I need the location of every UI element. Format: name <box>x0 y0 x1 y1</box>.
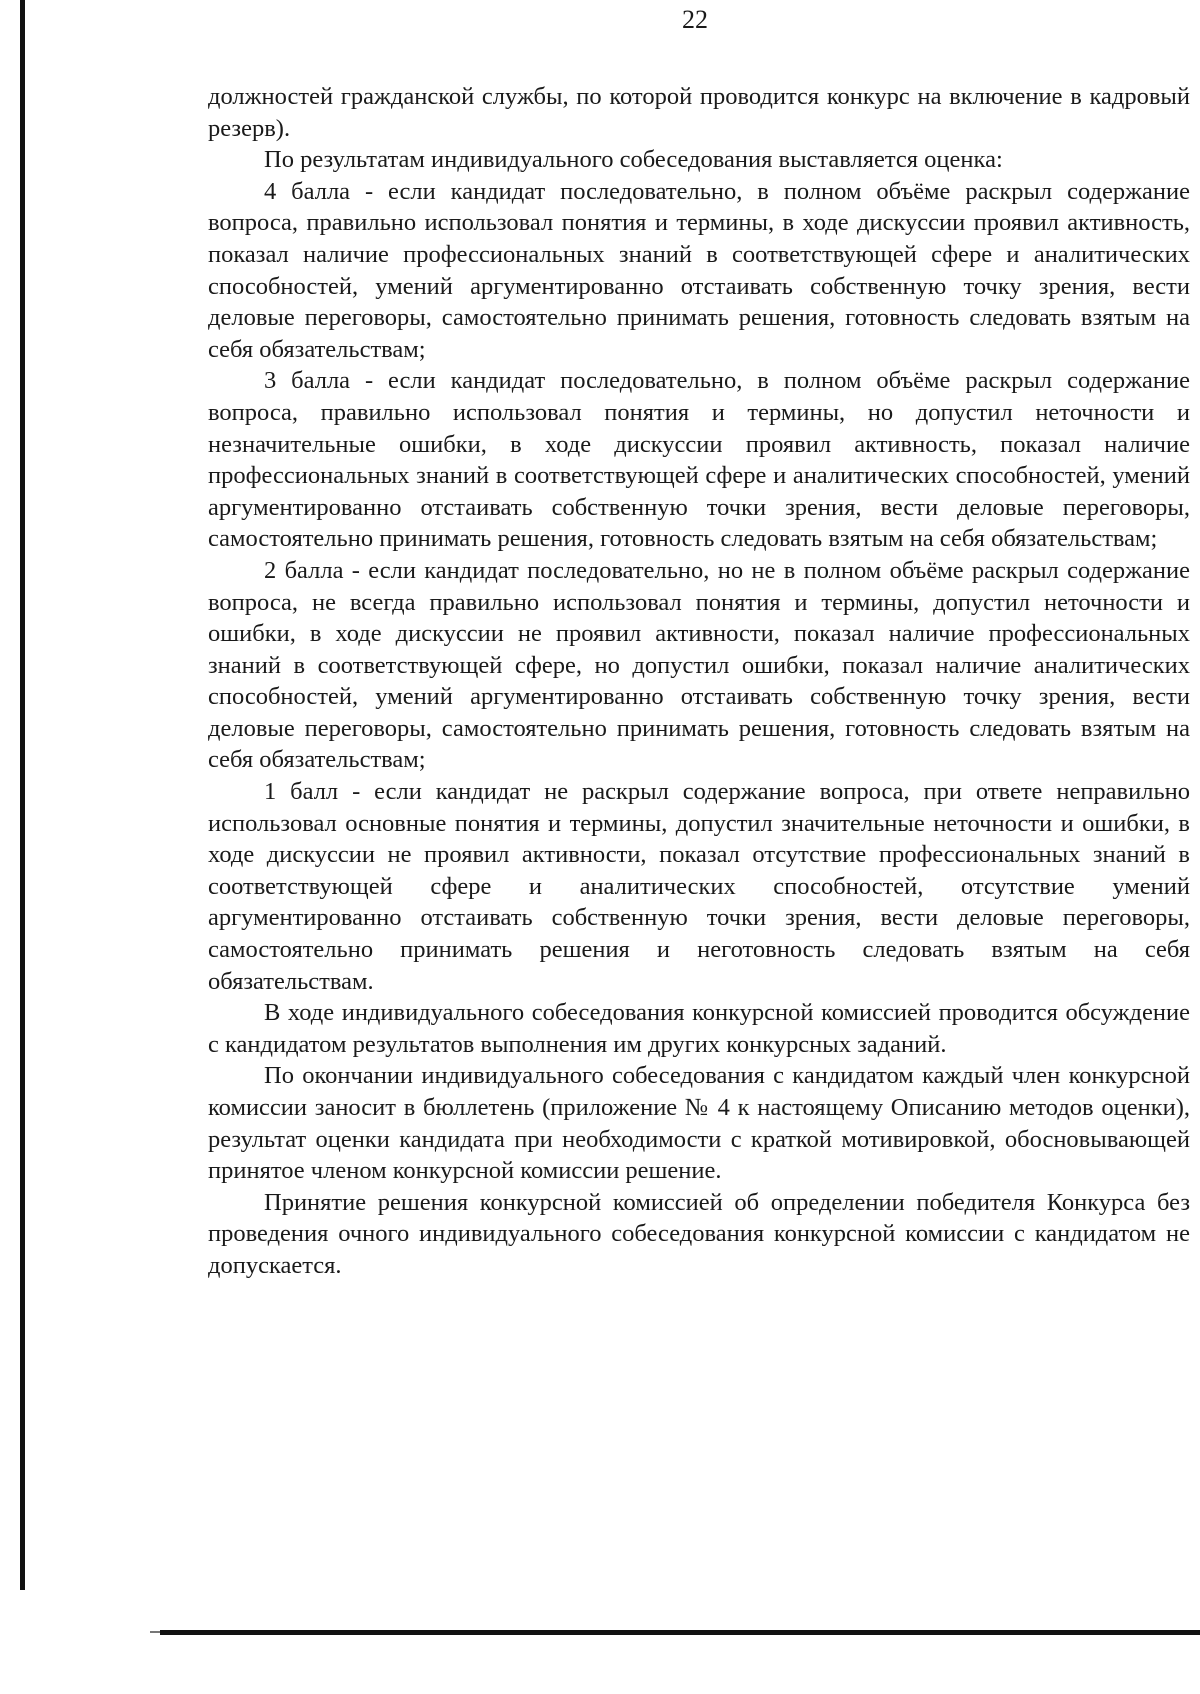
paragraph-score-2: 2 балла - если кандидат последовательно, но не в полном объёме раскрыл содержание вопроса, не всегда правильно использовал понятия и термины, допустил неточности и ошибки, в ходе дискуссии не проявил активности, показал наличие профессиональных знаний в соответствующей сфере, но допустил ошибки, показал наличие аналитических способностей, умений аргументированно отстаивать собственную точку зрения, вести деловые переговоры, самостоятельно принимать решения, готовность следовать взятым на себя обязательствам; <box>208 556 1190 774</box>
scan-left-edge <box>20 0 25 1590</box>
document-body <box>208 81 1190 1282</box>
scan-bottom-line <box>160 1630 1200 1635</box>
paragraph-assessment-intro: По результатам индивидуального собеседования выставляется оценка: <box>264 146 1003 174</box>
paragraph-decision: Принятие решения конкурсной комиссией об определении победителя Конкурса без проведения очного индивидуального собеседования конкурсной комиссии с кандидатом не допускается. <box>208 1188 1190 1279</box>
paragraph-score-4: 4 балла - если кандидат последовательно, в полном объёме раскрыл содержание вопроса, правильно использовал понятия и термины, в ходе дискуссии проявил активность, показал наличие профессиональных знаний в соответствующей сфере и аналитических способностей, умений аргументированно отстаивать собственную точку зрения, вести деловые переговоры, самостоятельно принимать решения, готовность следовать взятым на себя обязательствам; <box>208 177 1190 363</box>
paragraph-discussion: В ходе индивидуального собеседования конкурсной комиссией проводится обсуждение с кандидатом результатов выполнения им других конкурсных заданий. <box>208 999 1190 1058</box>
paragraph-score-1: 1 балл - если кандидат не раскрыл содержание вопроса, при ответе неправильно использовал основные понятия и термины, допустил значительные неточности и ошибки, в ходе дискуссии не проявил активности, показал отсутствие профессиональных знаний в соответствующей сфере и аналитических способностей, отсутствие умений аргументированно отстаивать собственную точки зрения, вести деловые переговоры, самостоятельно принимать решения и неготовность следовать взятым на себя обязательствам. <box>208 778 1190 995</box>
paragraph-ballot: По окончании индивидуального собеседования с кандидатом каждый член конкурсной комиссии заносит в бюллетень (приложение № 4 к настоящему Описанию методов оценки), результат оценки кандидата при необходимости с краткой мотивировкой, обосновывающей принятое членом конкурсной комиссии решение. <box>208 1062 1190 1185</box>
paragraph-continuation: должностей гражданской службы, по которой проводится конкурс на включение в кадровый резерв). <box>208 83 1190 142</box>
page-number: 22 <box>682 5 708 34</box>
paragraph-score-3: 3 балла - если кандидат последовательно, в полном объёме раскрыл содержание вопроса, правильно использовал понятия и термины, но допустил неточности и незначительные ошибки, в ходе дискуссии проявил активность, показал наличие профессиональных знаний в соответствующей сфере и аналитических способностей, умений аргументированно отстаивать собственную точки зрения, вести деловые переговоры, самостоятельно принимать решения, готовность следовать взятым на себя обязательствам; <box>208 367 1190 553</box>
